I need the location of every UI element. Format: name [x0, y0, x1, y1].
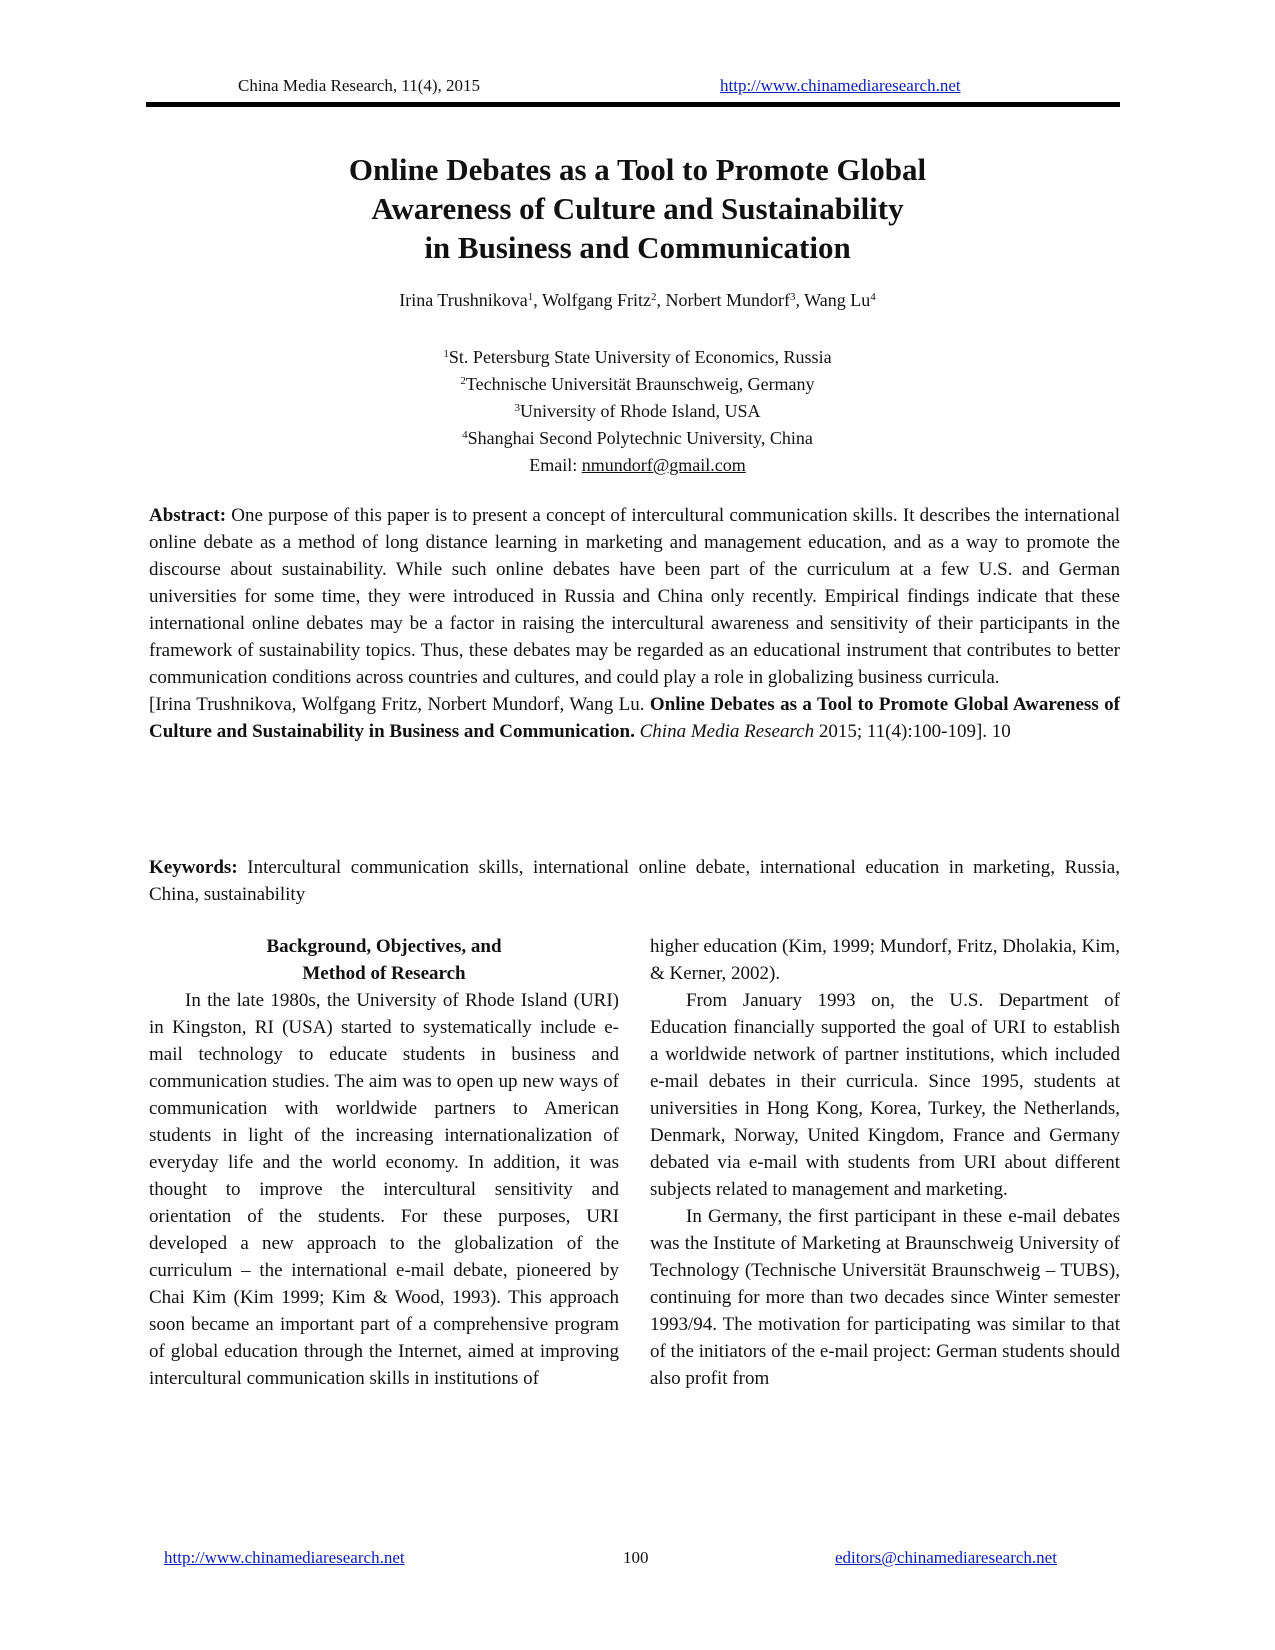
affiliation-text: Shanghai Second Polytechnic University, China — [467, 428, 813, 448]
contact-email — [200, 452, 1075, 479]
citation-journal: China Media Research — [639, 721, 815, 742]
running-header-journal: China Media Research, 11(4), 2015 — [238, 76, 481, 95]
affiliation-superscript: 1 — [443, 348, 449, 360]
title-line-1: Online Debates as a Tool to Promote Global — [348, 152, 927, 187]
author-name: Wolfgang Fritz — [541, 290, 651, 310]
title-line-3: in Business and Communication — [424, 230, 851, 265]
right-column — [650, 933, 1120, 1392]
keywords — [149, 854, 1120, 908]
author-list: Irina Trushnikova$^1$, Wolfgang Fritz$^2$, Norbert Mundorf$^3$, Wang Lu$^4$ — [399, 290, 876, 310]
author-name: Norbert Mundorf — [665, 290, 790, 310]
affiliation — [200, 344, 1075, 371]
body-paragraph: higher education (Kim, 1999; Mundorf, Fritz, Dholakia, Kim, & Kerner, 2002). — [650, 936, 1120, 984]
paper-title — [200, 150, 1075, 267]
keywords-label: Keywords: — [149, 857, 238, 878]
author-superscript: 1 — [527, 291, 534, 303]
email-label: Email: — [529, 455, 582, 475]
body-paragraph: From January 1993 on, the U.S. Department of Education financially supported the goal of URI to establish a worldwide network of partner institutions, which included e-mail debates in their curricula. Since 1995, students at universities in Hong Kong, Korea, Turkey, the Netherlands, Denmark, Norway, United Kingdom, France and Germany debated via e-mail with students from URI about different subjects related to management and marketing. — [650, 990, 1120, 1200]
keywords-text: Intercultural communication skills, international online debate, international education in marketing, Russia, China, sustainability — [149, 857, 1120, 905]
affiliation-text: Technische Universität Braunschweig, Germany — [465, 374, 815, 394]
body-paragraph: In Germany, the first participant in these e-mail debates was the Institute of Marketing at Braunschweig University of Technology (Technische Universität Braunschweig – TUBS), continuing for more than two decades since Winter semester 1993/94. The motivation for participating was similar to that of the initiators of the e-mail project: German students should also profit from — [650, 1206, 1120, 1389]
author-superscript: 4 — [870, 291, 876, 303]
footer-journal-link[interactable]: http://www.chinamediaresearch.net — [164, 1548, 405, 1567]
section-heading-line-2: Method of Research — [302, 963, 466, 984]
citation-prefix: [Irina Trushnikova, Wolfgang Fritz, Norbert Mundorf, Wang Lu. — [149, 694, 650, 715]
author-name: Wang Lu — [804, 290, 871, 310]
header-rule — [146, 102, 1120, 107]
affiliation-list — [200, 344, 1075, 479]
body-paragraph: In the late 1980s, the University of Rhode Island (URI) in Kingston, RI (USA) started to systematically include e-mail technology to educate students in business and communication studies. The aim was to open up new ways of communication with worldwide partners to American students in light of the increasing internationalization of everyday life and the world economy. In addition, it was thought to improve the intercultural sensitivity and orientation of the students. For these purposes, URI developed a new approach to the globalization of the curriculum – the international e-mail debate, pioneered by Chai Kim (Kim 1999; Kim & Wood, 1993). This approach soon became an important part of a comprehensive program of global education through the Internet, aimed at improving intercultural communication skills in institutions of — [149, 990, 619, 1389]
affiliation-text: University of Rhode Island, USA — [520, 401, 761, 421]
page-number: 100 — [623, 1548, 649, 1567]
author-superscript: 2 — [651, 291, 657, 303]
affiliation-text: St. Petersburg State University of Economics, Russia — [448, 347, 832, 367]
abstract-text: One purpose of this paper is to present a concept of intercultural communication skills. It describes the international online debate as a method of long distance learning in marketing and management education, and as a way to promote the discourse about sustainability. While such online debates have been part of the curriculum at a few U.S. and German universities for some time, they were introduced in Russia and China only recently. Empirical findings indicate that these international online debates may be a factor in raising the intercultural awareness and sensitivity of their participants in the framework of sustainability topics. Thus, these debates may be regarded as an educational instrument that contributes to better communication conditions across countries and cultures, and could play a role in globalizing business curricula. — [149, 505, 1120, 688]
section-heading — [149, 933, 619, 987]
section-heading-line-1: Background, Objectives, and — [266, 936, 502, 957]
author-superscript: 3 — [789, 291, 796, 303]
footer-editors-email-link[interactable]: editors@chinamediaresearch.net — [835, 1548, 1057, 1567]
affiliation — [200, 398, 1075, 425]
abstract-label: Abstract: — [149, 505, 227, 526]
affiliation — [200, 371, 1075, 398]
email-link[interactable]: nmundorf@gmail.com — [581, 455, 746, 475]
affiliation — [200, 425, 1075, 452]
author-name: Irina Trushnikova — [399, 290, 528, 310]
left-column — [149, 933, 619, 1392]
affiliation-superscript: 4 — [462, 429, 468, 441]
citation-title: Online Debates as a Tool to Promote Global Awareness of Culture and Sustainability in Business and Communication. — [149, 694, 1120, 742]
abstract — [149, 502, 1120, 745]
title-line-2: Awareness of Culture and Sustainability — [371, 191, 904, 226]
citation-suffix: 2015; 11(4):100-109]. 10 — [814, 721, 1011, 742]
header-journal-link[interactable]: http://www.chinamediaresearch.net — [720, 76, 961, 95]
affiliation-superscript: 3 — [514, 402, 520, 414]
affiliation-superscript: 2 — [460, 375, 466, 387]
